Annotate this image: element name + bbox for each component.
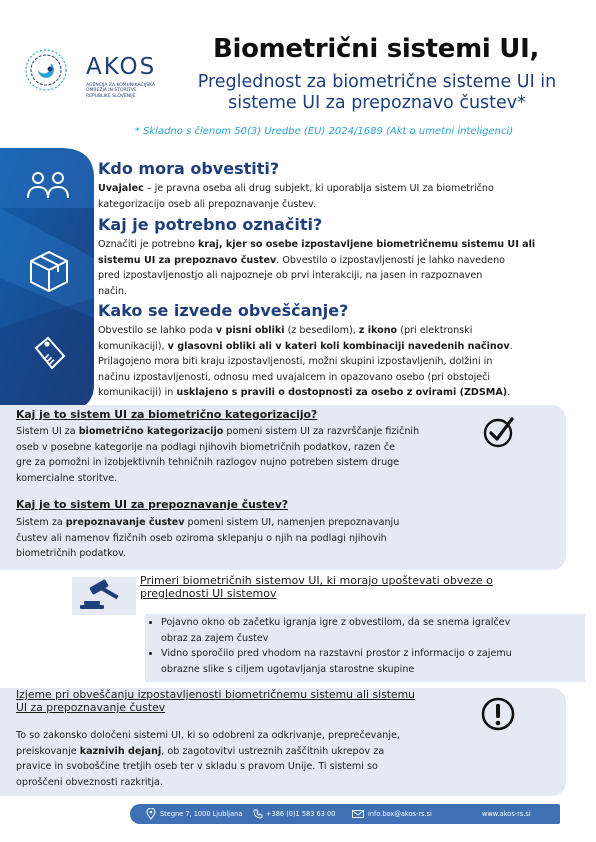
akos-logo-mark	[24, 48, 68, 92]
logo-subtitle: AGENCIJA ZA KOMUNIKACIJSKA OMREŽJA IN STORITVE REPUBLIKE SLOVENIJE	[86, 83, 156, 99]
footer-address: Stegne 7, 1000 Ljubljana	[160, 810, 243, 818]
how-text: Obvestilo se lahko poda v pisni obliki (z besedilom), z ikono (pri elektronski komunikaciji), v glasovni obliki ali v kateri koli kombinaciji navedenih načinov. Prilagojeno mora biti kraju izpostavljenosti, možni skupini izpostavljenih, dolžini in načinu izpostavljenosti, odnosu med uvajalcem in opazovano osebo (pri obstoječi komunikaciji) in usklajeno s pravili o dostopnosti za osebo z ovirami (ZDSMA).	[98, 325, 513, 398]
how-heading: Kako se izvede obveščanje?	[98, 301, 349, 320]
location-icon	[146, 808, 156, 820]
emotion-recognition-heading: Kaj je to sistem UI za prepoznavanje čustev?	[16, 498, 289, 511]
what-heading: Kaj je potrebno označiti?	[98, 215, 323, 234]
phone-icon	[253, 809, 263, 819]
exceptions-heading: Izjeme pri obveščanju izpostavljenosti biometričnemu sistemu ali sistemu UI za prepoznavanje čustev	[16, 688, 415, 714]
definitions-box	[0, 405, 566, 570]
list-item: • Pojavno okno ob začetku igranja igre z obvestilom, da se snema igralčev obraz za zajem čustev	[161, 615, 591, 646]
icon-band	[0, 148, 96, 410]
logo-name: AKOS	[86, 54, 157, 80]
biometric-categorization-text: Sistem UI za biometrično kategorizacijo pomeni sistem UI za razvrščanje fizičnih oseb v posebne kategorije na podlagi njihovih biometričnih podatkov, razen če gre za pomožni in izobjektivnih tehničnih razlogov nujno potreben sistem druge komercialne storitve.	[16, 426, 420, 484]
footer-phone: +386 (0)1 583 63 00	[266, 810, 336, 818]
akos-logo	[24, 42, 184, 108]
gavel-icon	[70, 575, 138, 617]
footer-email[interactable]: info.box@akos-rs.si	[368, 810, 432, 818]
who-heading: Kdo mora obvestiti?	[98, 159, 280, 178]
exclamation-circle-icon	[480, 696, 516, 732]
what-text: Označiti je potrebno kraj, kjer so osebe izpostavljene biometričnemu sistemu UI ali sistemu UI za prepoznavo čustev. Obvestilo o izpostavljenosti je lahko navedeno pred izpostavljenostjo ali najpozneje ob prvi interakciji, na jasen in razpoznaven način.	[98, 239, 536, 297]
biometric-categorization-heading: Kaj je to sistem UI za biometrično kategorizacijo?	[16, 408, 318, 421]
list-item: • Vidno sporočilo pred vhodom na razstavni prostor z informacijo o zajemu obrazne slike s ciljem ugotavljanja starostne skupine	[161, 646, 591, 677]
exceptions-box	[0, 688, 566, 796]
examples-list	[146, 615, 591, 677]
email-icon	[352, 810, 364, 818]
footer-bar	[130, 804, 560, 824]
exceptions-text: To so zakonsko določeni sistemi UI, ki so odobreni za odkrivanje, preprečevanje, preiskovanje kaznivih dejanj, ob zagotovitvi ustreznih zaščitnih ukrepov za pravice in svoboščine tretjih oseb ter v skladu s pravom Unije. Ti sistemi so oproščeni obveznosti razkritja.	[16, 730, 400, 788]
legal-note: * Skladno s členom 50(3) Uredbe (EU) 2024/1689 (Akt o umetni inteligenci)	[134, 126, 514, 137]
checkmark-circle-icon	[482, 415, 518, 449]
emotion-recognition-text: Sistem za prepoznavanje čustev pomeni sistem UI, namenjen prepoznavanju čustev ali namenov fizičnih oseb oziroma sklepanju o njih na podlagi njihovih biometričnih podatkov.	[16, 517, 400, 559]
page-subtitle: Preglednost za biometrične sisteme UI in sisteme UI za prepoznavo čustev*	[197, 72, 557, 113]
who-text: Uvajalec – je pravna oseba ali drug subjekt, ki uporablja sistem UI za biometrično kategorizacijo oseb ali prepoznavanje čustev.	[98, 183, 494, 210]
examples-box	[0, 573, 566, 685]
svg-text:UI: UI	[40, 353, 56, 368]
examples-heading: Primeri biometričnih sistemov UI, ki morajo upoštevati obveze o preglednosti UI sistemov	[140, 574, 493, 600]
footer-website[interactable]: www.akos-rs.si	[482, 810, 531, 818]
page-title: Biometrični sistemi UI,	[212, 34, 540, 64]
